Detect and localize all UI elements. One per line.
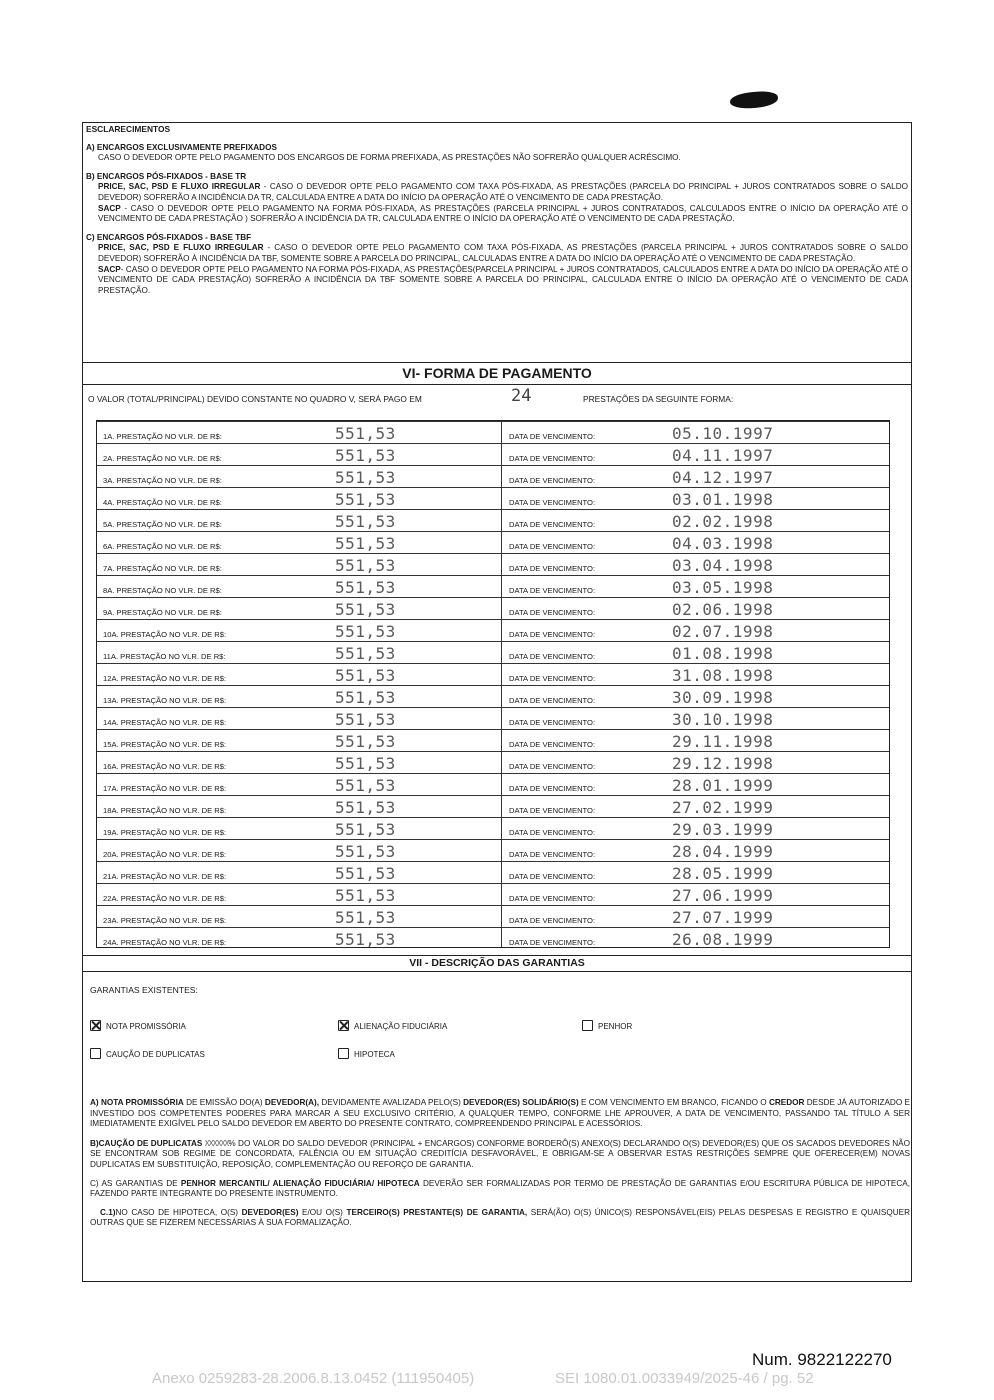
installment-label: 12A. PRESTAÇÃO NO VLR. DE R$:	[103, 674, 227, 683]
due-date-value: 03.01.1998	[672, 490, 774, 509]
due-date-value: 29.03.1999	[672, 820, 774, 839]
table-row	[97, 905, 889, 927]
due-date-label: DATA DE VENCIMENTO:	[509, 850, 596, 859]
installment-value: 551,53	[335, 446, 396, 465]
installment-label: 17A. PRESTAÇÃO NO VLR. DE R$:	[103, 784, 227, 793]
due-date-label: DATA DE VENCIMENTO:	[509, 762, 596, 771]
ink-blot	[730, 90, 779, 109]
due-date-label: DATA DE VENCIMENTO:	[509, 674, 596, 683]
due-date-label: DATA DE VENCIMENTO:	[509, 806, 596, 815]
due-date-label: DATA DE VENCIMENTO:	[509, 454, 596, 463]
table-row	[97, 729, 889, 751]
garantias-clauses	[90, 1098, 910, 1237]
garantias-title: VII - DESCRIÇÃO DAS GARANTIAS	[409, 957, 585, 969]
section-c1-text: PRICE, SAC, PSD E FLUXO IRREGULAR - CASO O DEVEDOR OPTE PELO PAGAMENTO COM TAXA PÓS-FIXADA, AS PRESTAÇÕES (PARCELA PRINCIPAL + JUROS CONTRATADOS SOBRE O SALDO DEVEDOR) SOFRERÃO À INCIDÊNCIA DA TBF, SOMENTE SOBRE A PARCELA DO PRINCIPAL, CALCULADAS ENTRE A DATA DO INÍCIO DA OPERAÇÃO ATÉ O VENCIMENTO DE CADA PRESTAÇÃO.	[98, 243, 909, 263]
installment-label: 22A. PRESTAÇÃO NO VLR. DE R$:	[103, 894, 227, 903]
due-date-label: DATA DE VENCIMENTO:	[509, 608, 596, 617]
table-row	[97, 597, 889, 619]
due-date-value: 03.05.1998	[672, 578, 774, 597]
due-date-value: 28.04.1999	[672, 842, 774, 861]
checkbox[interactable]	[338, 1020, 349, 1031]
installment-label: 23A. PRESTAÇÃO NO VLR. DE R$:	[103, 916, 227, 925]
installment-label: 13A. PRESTAÇÃO NO VLR. DE R$:	[103, 696, 227, 705]
due-date-value: 29.12.1998	[672, 754, 774, 773]
due-date-value: 27.02.1999	[672, 798, 774, 817]
installment-value: 551,53	[335, 754, 396, 773]
installment-label: 1A. PRESTAÇÃO NO VLR. DE R$:	[103, 432, 222, 441]
payment-intro	[88, 386, 788, 406]
sei-reference: SEI 1080.01.0033949/2025-46 / pg. 52	[555, 1370, 814, 1387]
due-date-label: DATA DE VENCIMENTO:	[509, 894, 596, 903]
installment-value: 551,53	[335, 424, 396, 443]
installment-value: 551,53	[335, 512, 396, 531]
due-date-value: 28.01.1999	[672, 776, 774, 795]
section-b2-text: SACP - CASO O DEVEDOR OPTE PELO PAGAMENTO NA FORMA PÓS-FIXADA, AS PRESTAÇÕES (PARCELA PRINCIPAL + JUROS CONTRATADOS, CALCULADOS ENTRE O INÍCIO DA OPERAÇÃO ATÉ O VENCIMENTO DE CADA PRESTAÇÃO ) SOFRERÃO A INCIDÊNCIA DA TR, CALCULADA ENTRE O INÍCIO DA OPERAÇÃO ATÉ O VENCIMENTO DE CADA PRESTAÇÃO.	[98, 203, 908, 224]
table-row	[97, 531, 889, 553]
due-date-label: DATA DE VENCIMENTO:	[509, 586, 596, 595]
esclarecimentos-title: ESCLARECIMENTOS	[86, 124, 171, 134]
due-date-value: 27.06.1999	[672, 886, 774, 905]
section-b-heading: B) ENCARGOS PÓS-FIXADOS - BASE TR	[86, 171, 247, 181]
due-date-value: 29.11.1998	[672, 732, 774, 751]
clause-b: B)CAUÇÃO DE DUPLICATAS XXXXXX% DO VALOR DO SALDO DEVEDOR (PRINCIPAL + ENCARGOS) CONFORME BORDERÔ(S) ANEXO(S) DECLARANDO O(S) DEVEDOR(ES) QUE OS SACADOS DEVEDORES NÃO SE ENCONTRAM SOB REGIME DE CONCORDATA, FALÊNCIA OU EM SITUAÇÃO CREDITÍCIA DESFAVORÁVEL, E OBRIGAM-SE A OBSERVAR ESTAS RESTRIÇÕES SEMPRE QUE OFERECER(EM) NOVAS DUPLICATAS EM SUBSTITUIÇÃO, REPOSIÇÃO, COMPLEMENTAÇÃO OU REFORÇO DE GARANTIA.	[90, 1137, 911, 1169]
installments-table	[96, 420, 890, 948]
installment-value: 551,53	[335, 930, 396, 949]
installment-value: 551,53	[335, 864, 396, 883]
installment-label: 9A. PRESTAÇÃO NO VLR. DE R$:	[103, 608, 222, 617]
due-date-value: 01.08.1998	[672, 644, 774, 663]
due-date-label: DATA DE VENCIMENTO:	[509, 520, 596, 529]
due-date-value: 03.04.1998	[672, 556, 774, 575]
anexo-reference: Anexo 0259283-28.2006.8.13.0452 (111950405)	[152, 1370, 475, 1387]
installment-value: 551,53	[335, 600, 396, 619]
installment-label: 11A. PRESTAÇÃO NO VLR. DE R$:	[103, 652, 226, 661]
table-row	[97, 443, 889, 465]
installment-value: 551,53	[335, 688, 396, 707]
table-row	[97, 421, 889, 443]
installment-value: 551,53	[335, 798, 396, 817]
due-date-value: 30.10.1998	[672, 710, 774, 729]
due-date-value: 04.11.1997	[672, 446, 774, 465]
checkbox[interactable]	[90, 1048, 101, 1059]
installment-value: 551,53	[335, 842, 396, 861]
section-b1-text: PRICE, SAC, PSD E FLUXO IRREGULAR - CASO O DEVEDOR OPTE PELO PAGAMENTO COM TAXA PÓS-FIXADA, AS PRESTAÇÕES (PARCELA DO PRINCIPAL + JUROS CONTRATADOS SOBRE O SALDO DEVEDOR) SOFRERÃO A INCIDÊNCIA DA TR, CALCULADA ENTRE A DATA DO INÍCIO DA OPERAÇÃO ATÉ O VENCIMENTO DE CADA PRESTAÇÃO.	[98, 182, 908, 202]
installment-label: 2A. PRESTAÇÃO NO VLR. DE R$:	[103, 454, 222, 463]
due-date-label: DATA DE VENCIMENTO:	[509, 872, 596, 881]
table-row	[97, 487, 889, 509]
installment-label: 24A. PRESTAÇÃO NO VLR. DE R$:	[103, 938, 227, 947]
installment-value: 551,53	[335, 578, 396, 597]
due-date-label: DATA DE VENCIMENTO:	[509, 652, 596, 661]
clause-c1: C.1)NO CASO DE HIPOTECA, O(S) DEVEDOR(ES) E/OU O(S) TERCEIRO(S) PRESTANTE(S) DE GARANTIA, SERÁ(ÃO) O(S) ÚNICO(S) RESPONSÁVEL(EIS) PELAS DESPESAS E REGISTRO E QUAISQUER OUTRAS QUE SE FIZEREM NECESSÁRIAS À SUA FORMALIZAÇÃO.	[90, 1207, 910, 1228]
installment-count: 24	[511, 386, 532, 406]
due-date-label: DATA DE VENCIMENTO:	[509, 828, 596, 837]
due-date-value: 02.07.1998	[672, 622, 774, 641]
table-row	[97, 707, 889, 729]
installment-label: 5A. PRESTAÇÃO NO VLR. DE R$:	[103, 520, 222, 529]
table-row	[97, 553, 889, 575]
installment-label: 20A. PRESTAÇÃO NO VLR. DE R$:	[103, 850, 227, 859]
due-date-value: 02.06.1998	[672, 600, 774, 619]
due-date-value: 31.08.1998	[672, 666, 774, 685]
installment-label: 8A. PRESTAÇÃO NO VLR. DE R$:	[103, 586, 222, 595]
due-date-value: 30.09.1998	[672, 688, 774, 707]
due-date-value: 26.08.1999	[672, 930, 774, 949]
section-a-text: CASO O DEVEDOR OPTE PELO PAGAMENTO DOS ENCARGOS DE FORMA PREFIXADA, AS PRESTAÇÕES NÃO SOFRERÃO QUALQUER ACRÉSCIMO.	[98, 153, 681, 163]
clause-a: A) NOTA PROMISSÓRIA DE EMISSÃO DO(A) DEVEDOR(A), DEVIDAMENTE AVALIZADA PELO(S) DEVEDOR(ES) SOLIDÁRIO(S) E COM VENCIMENTO EM BRANCO, FICANDO O CREDOR DESDE JÁ AUTORIZADO E INVESTIDO DOS COMPETENTES PODERES PARA MARCAR A SEU EXCLUSIVO CRITÉRIO, A QUALQUER TEMPO, CONFORME LHE APROUVER, A DATA DE VENCIMENTO, PASSANDO TAL TÍTULO A SER IMEDIATAMENTE EXIGÍVEL PELO SALDO DEVEDOR EM ABERTO DO PRESENTE CONTRATO, COMPREENDENDO PRINCIPAL E ACESSÓRIOS.	[90, 1098, 910, 1129]
due-date-label: DATA DE VENCIMENTO:	[509, 718, 596, 727]
divider	[82, 955, 912, 956]
due-date-label: DATA DE VENCIMENTO:	[509, 916, 596, 925]
installment-label: 7A. PRESTAÇÃO NO VLR. DE R$:	[103, 564, 222, 573]
installment-label: 4A. PRESTAÇÃO NO VLR. DE R$:	[103, 498, 222, 507]
installment-value: 551,53	[335, 732, 396, 751]
divider	[82, 384, 912, 385]
divider	[82, 971, 912, 972]
due-date-value: 04.12.1997	[672, 468, 774, 487]
installment-label: 16A. PRESTAÇÃO NO VLR. DE R$:	[103, 762, 227, 771]
due-date-label: DATA DE VENCIMENTO:	[509, 630, 596, 639]
installment-value: 551,53	[335, 710, 396, 729]
table-row	[97, 663, 889, 685]
due-date-value: 02.02.1998	[672, 512, 774, 531]
checkbox[interactable]	[582, 1020, 593, 1031]
table-row	[97, 751, 889, 773]
due-date-value: 04.03.1998	[672, 534, 774, 553]
installment-value: 551,53	[335, 776, 396, 795]
installment-label: 19A. PRESTAÇÃO NO VLR. DE R$:	[103, 828, 227, 837]
due-date-label: DATA DE VENCIMENTO:	[509, 542, 596, 551]
document-number: Num. 9822122270	[752, 1350, 892, 1369]
section-c2-text: SACP- CASO O DEVEDOR OPTE PELO PAGAMENTO NA FORMA PÓS-FIXADA, AS PRESTAÇÕES(PARCELA PRINCIPAL + JUROS CONTRATADOS, CALCULADOS ENTRE A DATA DO INÍCIO DA OPERAÇÃO ATÉ O VENCIMENTO DE CADA PRESTAÇÃO) SOFRERÃO A INCIDÊNCIA DA TBF SOMENTE SOBRE A PARCELA DO PRINCIPAL, CALCULADA ENTRE O INÍCIO DA OPERAÇÃO ATÉ O VENCIMENTO DE CADA PRESTAÇÃO.	[98, 264, 908, 295]
installment-value: 551,53	[335, 886, 396, 905]
installment-value: 551,53	[335, 534, 396, 553]
forma-pagamento-title: VI- FORMA DE PAGAMENTO	[402, 365, 592, 381]
intro-tail: PRESTAÇÕES DA SEGUINTE FORMA:	[583, 394, 734, 404]
table-row	[97, 883, 889, 905]
installment-value: 551,53	[335, 820, 396, 839]
divider	[82, 362, 912, 363]
table-row	[97, 773, 889, 795]
installment-label: 15A. PRESTAÇÃO NO VLR. DE R$:	[103, 740, 227, 749]
installment-value: 551,53	[335, 556, 396, 575]
due-date-value: 05.10.1997	[672, 424, 774, 443]
table-row	[97, 839, 889, 861]
installment-label: 18A. PRESTAÇÃO NO VLR. DE R$:	[103, 806, 227, 815]
intro-text: O VALOR (TOTAL/PRINCIPAL) DEVIDO CONSTANTE NO QUADRO V, SERÁ PAGO EM	[88, 394, 422, 404]
installment-value: 551,53	[335, 490, 396, 509]
esclarecimentos-section	[86, 124, 908, 296]
option-alienacao-fiduciaria[interactable]: ALIENAÇÃO FIDUCIÁRIA	[338, 1020, 447, 1031]
due-date-label: DATA DE VENCIMENTO:	[509, 432, 596, 441]
installment-value: 551,53	[335, 644, 396, 663]
due-date-label: DATA DE VENCIMENTO:	[509, 784, 596, 793]
due-date-label: DATA DE VENCIMENTO:	[509, 696, 596, 705]
installment-label: 21A. PRESTAÇÃO NO VLR. DE R$:	[103, 872, 227, 881]
table-row	[97, 817, 889, 839]
due-date-label: DATA DE VENCIMENTO:	[509, 476, 596, 485]
installment-label: 14A. PRESTAÇÃO NO VLR. DE R$:	[103, 718, 227, 727]
clause-c: C) AS GARANTIAS DE PENHOR MERCANTIL/ ALIENAÇÃO FIDUCIÁRIA/ HIPOTECA DEVERÃO SER FORMALIZADAS POR TERMO DE PRESTAÇÃO DE GARANTIAS E/OU ESCRITURA PÚBLICA DE HIPOTECA, FAZENDO PARTE INTEGRANTE DO PRESENTE INSTRUMENTO.	[90, 1178, 911, 1199]
table-row	[97, 509, 889, 531]
installment-label: 3A. PRESTAÇÃO NO VLR. DE R$:	[103, 476, 222, 485]
due-date-label: DATA DE VENCIMENTO:	[509, 564, 596, 573]
table-row	[97, 641, 889, 663]
option-hipoteca[interactable]: HIPOTECA	[338, 1048, 395, 1059]
due-date-value: 27.07.1999	[672, 908, 774, 927]
garantias-label: GARANTIAS EXISTENTES:	[90, 985, 198, 995]
installment-label: 10A. PRESTAÇÃO NO VLR. DE R$:	[103, 630, 227, 639]
checkbox[interactable]	[338, 1048, 349, 1059]
table-row	[97, 795, 889, 817]
installment-label: 6A. PRESTAÇÃO NO VLR. DE R$:	[103, 542, 222, 551]
section-c-heading: C) ENCARGOS PÓS-FIXADOS - BASE TBF	[86, 232, 252, 242]
installment-value: 551,53	[335, 622, 396, 641]
table-row	[97, 575, 889, 597]
table-row	[97, 927, 889, 949]
due-date-label: DATA DE VENCIMENTO:	[509, 938, 596, 947]
due-date-value: 28.05.1999	[672, 864, 774, 883]
installment-value: 551,53	[335, 468, 396, 487]
section-a-heading: A) ENCARGOS EXCLUSIVAMENTE PREFIXADOS	[86, 142, 277, 152]
option-caucao-duplicatas[interactable]: CAUÇÃO DE DUPLICATAS	[90, 1048, 205, 1059]
installment-value: 551,53	[335, 666, 396, 685]
installment-value: 551,53	[335, 908, 396, 927]
table-row	[97, 465, 889, 487]
table-row	[97, 619, 889, 641]
due-date-label: DATA DE VENCIMENTO:	[509, 498, 596, 507]
checkbox[interactable]	[90, 1020, 101, 1031]
due-date-label: DATA DE VENCIMENTO:	[509, 740, 596, 749]
table-row	[97, 861, 889, 883]
option-penhor[interactable]: PENHOR	[582, 1020, 632, 1031]
option-nota-promissoria[interactable]: NOTA PROMISSÓRIA	[90, 1020, 186, 1031]
table-row	[97, 685, 889, 707]
